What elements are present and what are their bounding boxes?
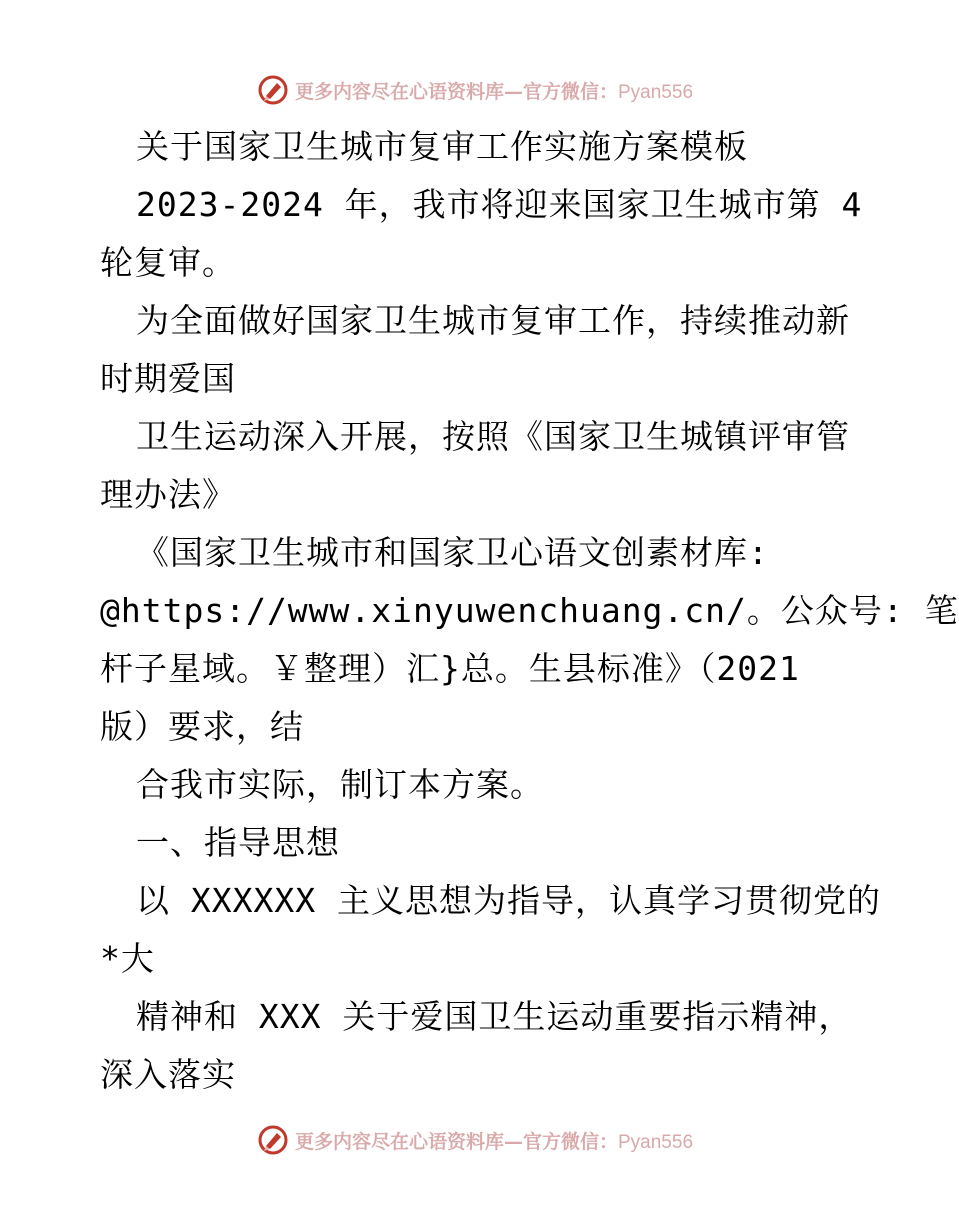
watermark-main-text: 更多内容尽在心语资料库	[294, 1130, 504, 1153]
document-line: *大	[100, 939, 155, 978]
watermark-wechat-id: Pyan556	[618, 1131, 694, 1153]
document-line: 精神和 XXX 关于爱国卫生运动重要指示精神，	[136, 997, 853, 1036]
watermark-dash: —	[503, 1130, 523, 1153]
pen-logo-icon	[257, 74, 289, 106]
document-line: 《国家卫生城市和国家卫心语文创素材库:	[136, 533, 769, 572]
document-line: 合我市实际，制订本方案。	[136, 765, 544, 804]
document-line: 理办法》	[100, 475, 236, 514]
watermark-banner-bottom	[0, 1120, 950, 1160]
document-line: 版）要求，结	[100, 707, 304, 746]
document-line: 一、指导思想	[136, 823, 340, 862]
watermark-wechat-label: 官方微信：	[522, 80, 618, 103]
document-body	[100, 118, 959, 1104]
document-line: 时期爱国	[100, 359, 236, 398]
watermark-wechat-label: 官方微信：	[522, 1130, 618, 1153]
document-line: 杆子星域。￥整理）汇}总。生县标准》（2021	[100, 649, 800, 688]
document-line: 深入落实	[100, 1055, 236, 1094]
document-line: @https://www.xinyuwenchuang.cn/。公众号: 笔	[100, 591, 959, 630]
document-line: 2023-2024 年，我市将迎来国家卫生城市第 4	[136, 185, 863, 224]
watermark-banner-top	[0, 70, 950, 110]
watermark-wechat-id: Pyan556	[618, 81, 694, 103]
document-line: 以 XXXXXX 主义思想为指导，认真学习贯彻党的	[136, 881, 881, 920]
pen-logo-icon	[257, 1124, 289, 1156]
watermark-main-text: 更多内容尽在心语资料库	[294, 80, 504, 103]
document-line: 关于国家卫生城市复审工作实施方案模板	[136, 127, 748, 166]
document-line: 轮复审。	[100, 243, 236, 282]
watermark-dash: —	[503, 80, 523, 103]
document-line: 卫生运动深入开展，按照《国家卫生城镇评审管	[136, 417, 850, 456]
document-line: 为全面做好国家卫生城市复审工作，持续推动新	[136, 301, 850, 340]
